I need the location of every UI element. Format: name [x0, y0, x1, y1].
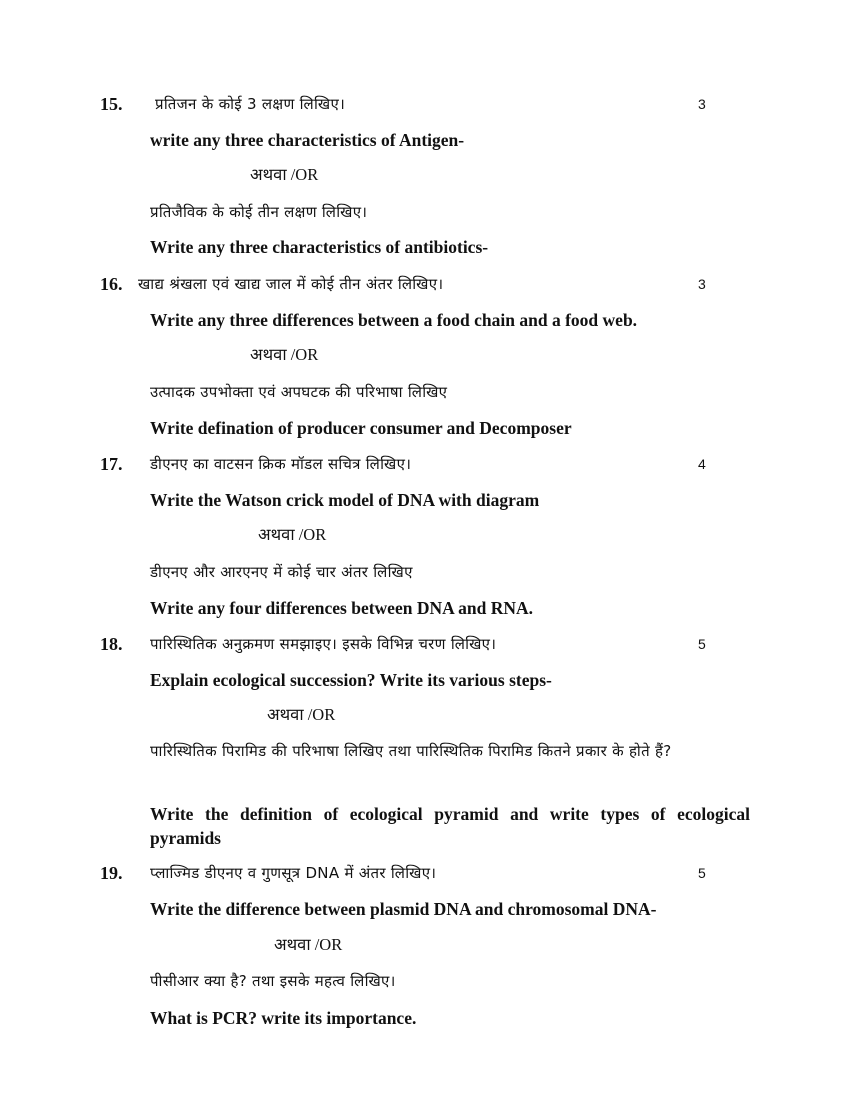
question-text-hindi: डीएनए का वाटसन क्रिक मॉडल सचित्र लिखिए। [150, 455, 412, 473]
or-separator: अथवा /OR [274, 935, 343, 954]
question-number: 18. [100, 634, 123, 654]
question-text-hindi: खाद्य श्रंखला एवं खाद्य जाल में कोई तीन अंतर लिखिए। [138, 275, 444, 293]
question-text-hindi: प्रतिजैविक के कोई तीन लक्षण लिखिए। [150, 203, 368, 221]
question-text-english: Write the difference between plasmid DNA and chromosomal DNA- [150, 899, 657, 919]
question-text-hindi: पारिस्थितिक पिरामिड की परिभाषा लिखिए तथा पारिस्थितिक पिरामिड कितने प्रकार के होते हैं? [150, 742, 672, 760]
question-text-english: Write any three characteristics of antibiotics- [150, 237, 489, 257]
question-text-english: Write the definition of ecological pyramid and write types of ecological pyramids [150, 804, 750, 848]
question-number: 16. [100, 274, 123, 294]
question-text-hindi: प्लाज्मिड डीएनए व गुणसूत्र DNA में अंतर लिखिए। [150, 864, 437, 882]
question-text-english: Write any three differences between a food chain and a food web. [150, 310, 638, 330]
question-text-english: Write the Watson crick model of DNA with diagram [150, 490, 540, 510]
question-text-hindi: डीएनए और आरएनए में कोई चार अंतर लिखिए [150, 563, 413, 581]
question-text-hindi: पीसीआर क्या है? तथा इसके महत्व लिखिए। [150, 972, 396, 990]
question-marks: 5 [698, 865, 706, 881]
question-text-english: write any three characteristics of Antigen- [150, 130, 465, 150]
question-number: 19. [100, 863, 123, 883]
question-marks: 3 [698, 96, 706, 112]
question-text-english: Explain ecological succession? Write its various steps- [150, 670, 552, 690]
question-marks: 5 [698, 636, 706, 652]
or-separator: अथवा /OR [250, 345, 319, 364]
question-text-hindi: पारिस्थितिक अनुक्रमण समझाइए। इसके विभिन्न चरण लिखिए। [150, 635, 497, 653]
question-text-hindi: उत्पादक उपभोक्ता एवं अपघटक की परिभाषा लिखिए [150, 383, 448, 401]
or-separator: अथवा /OR [258, 525, 327, 544]
question-number: 15. [100, 94, 123, 114]
question-text-english: Write defination of producer consumer and Decomposer [150, 418, 572, 438]
question-marks: 3 [698, 276, 706, 292]
question-text-hindi: प्रतिजन के कोई 3 लक्षण लिखिए। [155, 95, 346, 113]
question-marks: 4 [698, 456, 706, 472]
or-separator: अथवा /OR [250, 165, 319, 184]
question-number: 17. [100, 454, 123, 474]
question-text-english: What is PCR? write its importance. [150, 1008, 417, 1028]
question-text-english: Write any four differences between DNA and RNA. [150, 598, 534, 618]
or-separator: अथवा /OR [267, 705, 336, 724]
